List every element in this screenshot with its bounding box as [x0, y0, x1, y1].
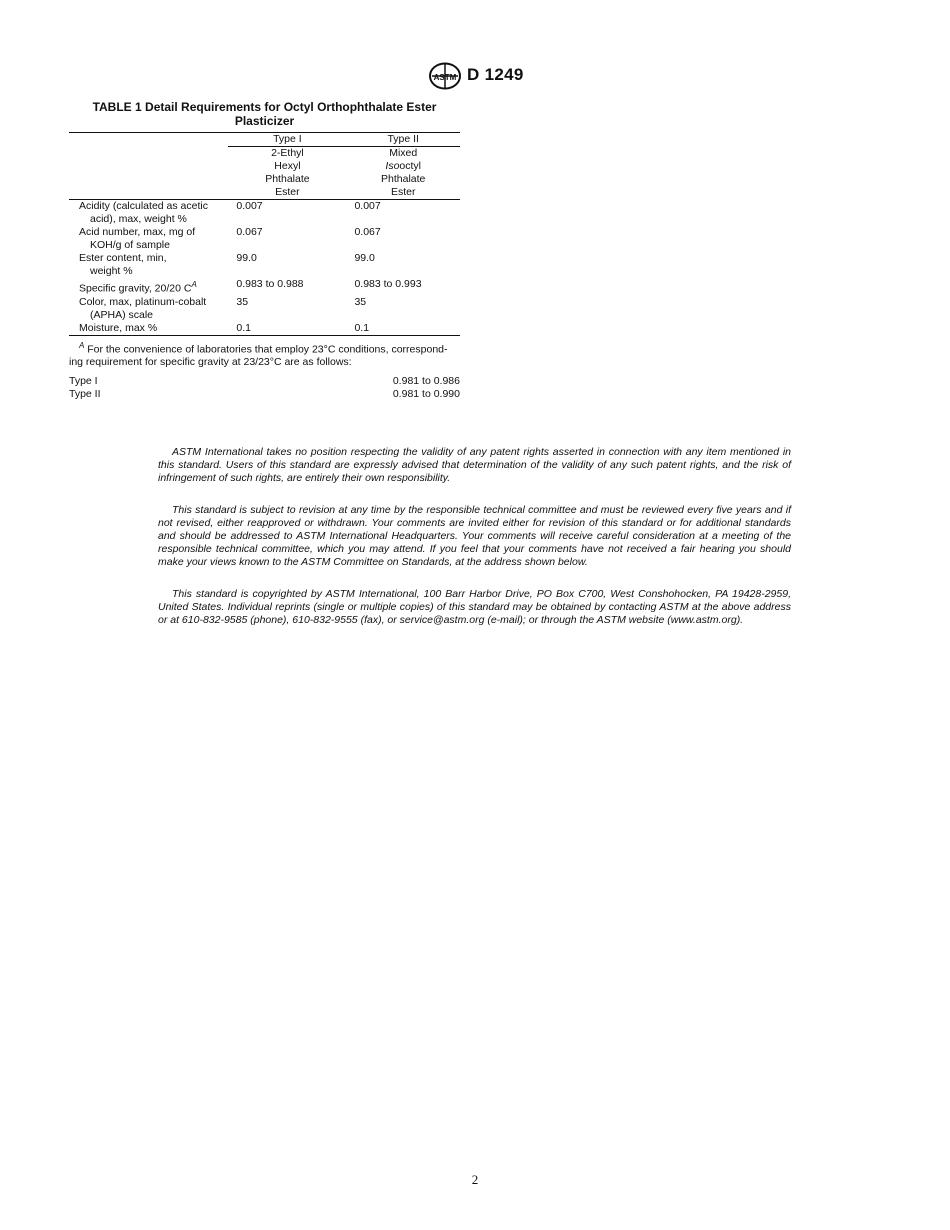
page-header [0, 62, 950, 92]
type1-ester-name: 2-Ethyl Hexyl Phthalate Ester [228, 147, 346, 200]
table-row: Color, max, platinum-cobalt (APHA) scale 35 35 [79, 295, 367, 321]
table-title-line2: Plasticizer [234, 114, 295, 128]
table-row: Specific gravity, 20/20 $C^A$ 0.983 to 0.988 0.983 to 0.993 [79, 278, 422, 295]
table-row: Acid number, max, mg of KOH/g of sample 0.067 0.067 [79, 226, 381, 251]
requirements-table [69, 133, 460, 335]
astm-logo-icon [428, 62, 462, 90]
logo-lettering: ASTM [433, 73, 457, 82]
type-header-row [69, 133, 460, 147]
table-title [69, 100, 460, 128]
table-row: Moisture, max % 0.1 0.1 [79, 321, 370, 334]
list-item: Type I 0.981 to 0.986 [69, 375, 460, 387]
table-footnote: $^A$ For the convenience of laboratories that employ 23°C conditions, correspond-ing requirement for specific gravity at 23/23°C are as follows: [69, 340, 448, 368]
revision-notice: This standard is subject to revision at any time by the responsible technical committee and must be reviewed every five years and if not revised, either reapproved or withdrawn. Your comments are invited either for revision of this standard or for additional standards and should be addressed to ASTM International Headquarters. Your comments will receive careful consideration at a meeting of the responsible technical committee, which you may attend. If you feel that your comments have not received a fair hearing you should make your views known to the ASTM Committee on Standards, at the address shown below. [158, 504, 791, 568]
type1-header: Type I [228, 133, 346, 147]
page-number: 2 [471, 1172, 479, 1187]
table-row: Acidity (calculated as acetic acid), max, weight % 0.007 0.007 [79, 200, 381, 225]
type2-header: Type II [346, 133, 460, 147]
document-designation: D 1249 [467, 65, 524, 84]
requirements-table-block [69, 100, 460, 401]
table-bottom-rule [69, 335, 460, 336]
table-row: Ester content, min, weight % 99.0 99.0 [79, 252, 375, 277]
copyright-notice: This standard is copyrighted by ASTM International, 100 Barr Harbor Drive, PO Box C700, West Conshohocken, PA 19428-2959, United States. Individual reprints (single or multiple copies) of this standard may be obtained by contacting ASTM at the above address or at 610-832-9585 (phone), 610-832-9555 (fax), or service@astm.org (e-mail); or through the ASTM website (www.astm.org). [158, 588, 791, 626]
specific-gravity-list [69, 375, 460, 401]
table-title-line1: TABLE 1 Detail Requirements for Octyl Orthophthalate Ester [92, 100, 437, 114]
list-item: Type II 0.981 to 0.990 [69, 388, 460, 400]
patent-notice: ASTM International takes no position respecting the validity of any patent rights asserted in connection with any item mentioned in this standard. Users of this standard are expressly advised that determination of the validity of any such patent rights, and the risk of infringement of such rights, are entirely their own responsibility. [158, 446, 791, 484]
ester-name-row [69, 147, 460, 200]
type2-ester-name: Mixed Isooctyl Phthalate Ester [346, 147, 460, 200]
